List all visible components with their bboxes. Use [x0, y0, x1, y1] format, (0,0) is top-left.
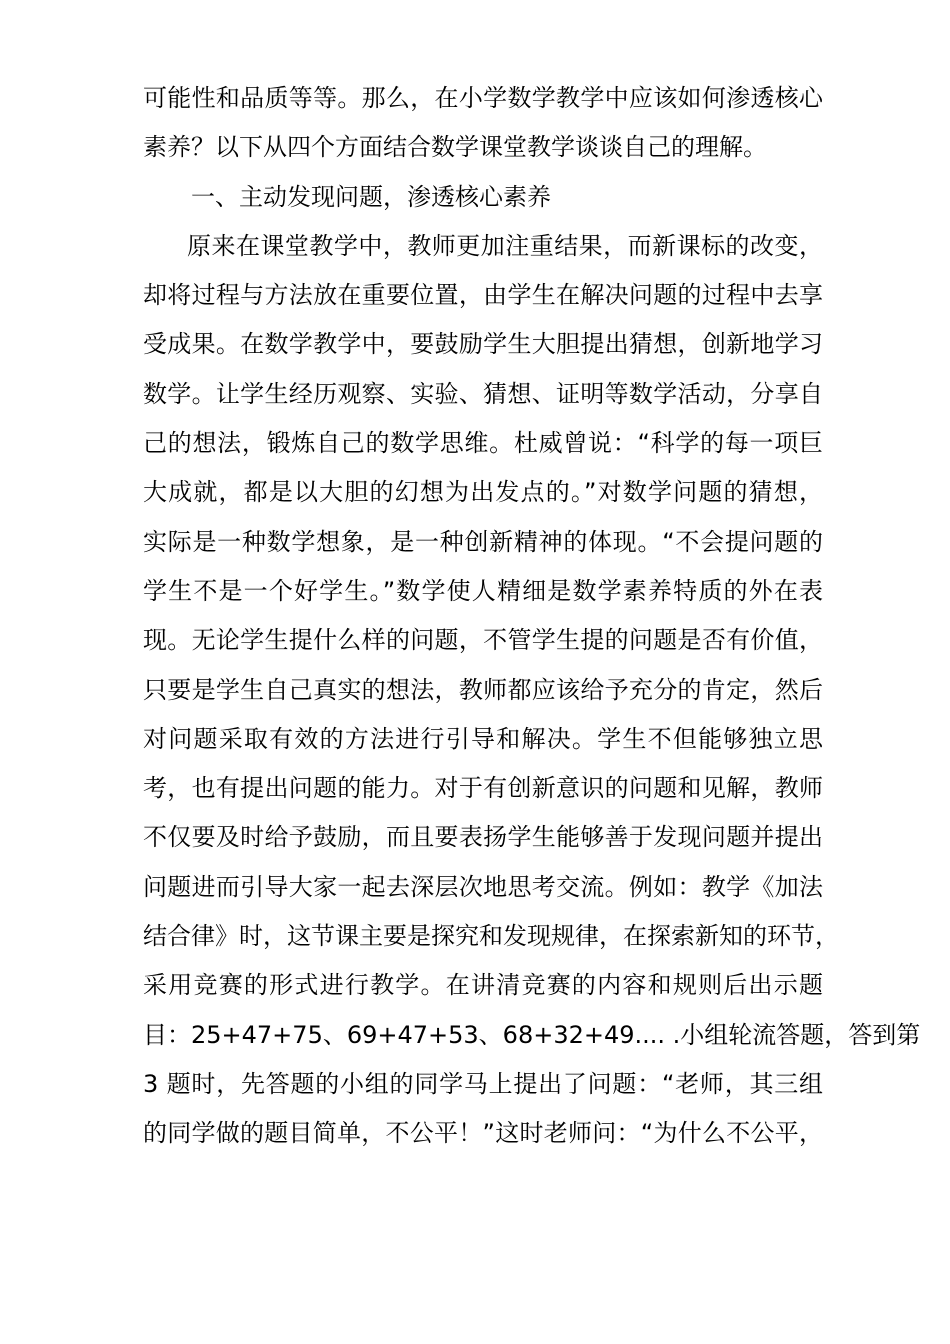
text-line: 采用竞赛的形式进行教学。在讲清竞赛的内容和规则后出示题: [143, 971, 823, 1000]
text-line: 3 题时，先答题的小组的同学马上提出了问题：“老师，其三组: [143, 1069, 823, 1098]
text-line: 的同学做的题目简单，不公平！”这时老师问：“为什么不公平，: [143, 1119, 823, 1148]
text-line: 问题进而引导大家一起去深层次地思考交流。例如：教学《加法: [143, 872, 823, 901]
text-line: 只要是学生自己真实的想法，教师都应该给予充分的肯定，然后: [143, 675, 823, 704]
text-line: 受成果。在数学教学中，要鼓励学生大胆提出猜想，创新地学习: [143, 330, 823, 359]
text-line: 对问题采取有效的方法进行引导和解决。学生不但能够独立思: [143, 724, 823, 753]
body-text: [143, 74, 921, 1159]
text-line: 实际是一种数学想象，是一种创新精神的体现。“不会提问题的: [143, 527, 823, 556]
text-line: 可能性和品质等等。那么，在小学数学教学中应该如何渗透核心: [143, 84, 823, 112]
text-line: 学生不是一个好学生。”数学使人精细是数学素养特质的外在表: [143, 576, 823, 605]
text-line: 数学。让学生经历观察、实验、猜想、证明等数学活动，分享自: [143, 379, 823, 408]
text-line: 目：25+47+75、69+47+53、68+32+49.... .小组轮流答题，答到第: [143, 1020, 921, 1049]
section-heading: 一、主动发现问题，渗透核心素养: [191, 182, 551, 211]
text-line: 结合律》时，这节课主要是探究和发现规律，在探索新知的环节，: [143, 922, 839, 951]
text-line: 不仅要及时给予鼓励，而且要表扬学生能够善于发现问题并提出: [143, 823, 823, 852]
text-line: 大成就，都是以大胆的幻想为出发点的。”对数学问题的猜想，: [143, 478, 823, 507]
paragraph-first-line: 原来在课堂教学中，教师更加注重结果，而新课标的改变，: [187, 231, 823, 260]
text-line: 却将过程与方法放在重要位置，由学生在解决问题的过程中去享: [143, 281, 823, 310]
text-line: 现。无论学生提什么样的问题，不管学生提的问题是否有价值，: [143, 626, 823, 655]
text-line: 己的想法，锻炼自己的数学思维。杜威曾说：“科学的每一项巨: [143, 429, 823, 458]
text-line: 考，也有提出问题的能力。对于有创新意识的问题和见解，教师: [143, 774, 823, 803]
text-line: 素养？以下从四个方面结合数学课堂教学谈谈自己的理解。: [143, 133, 767, 162]
